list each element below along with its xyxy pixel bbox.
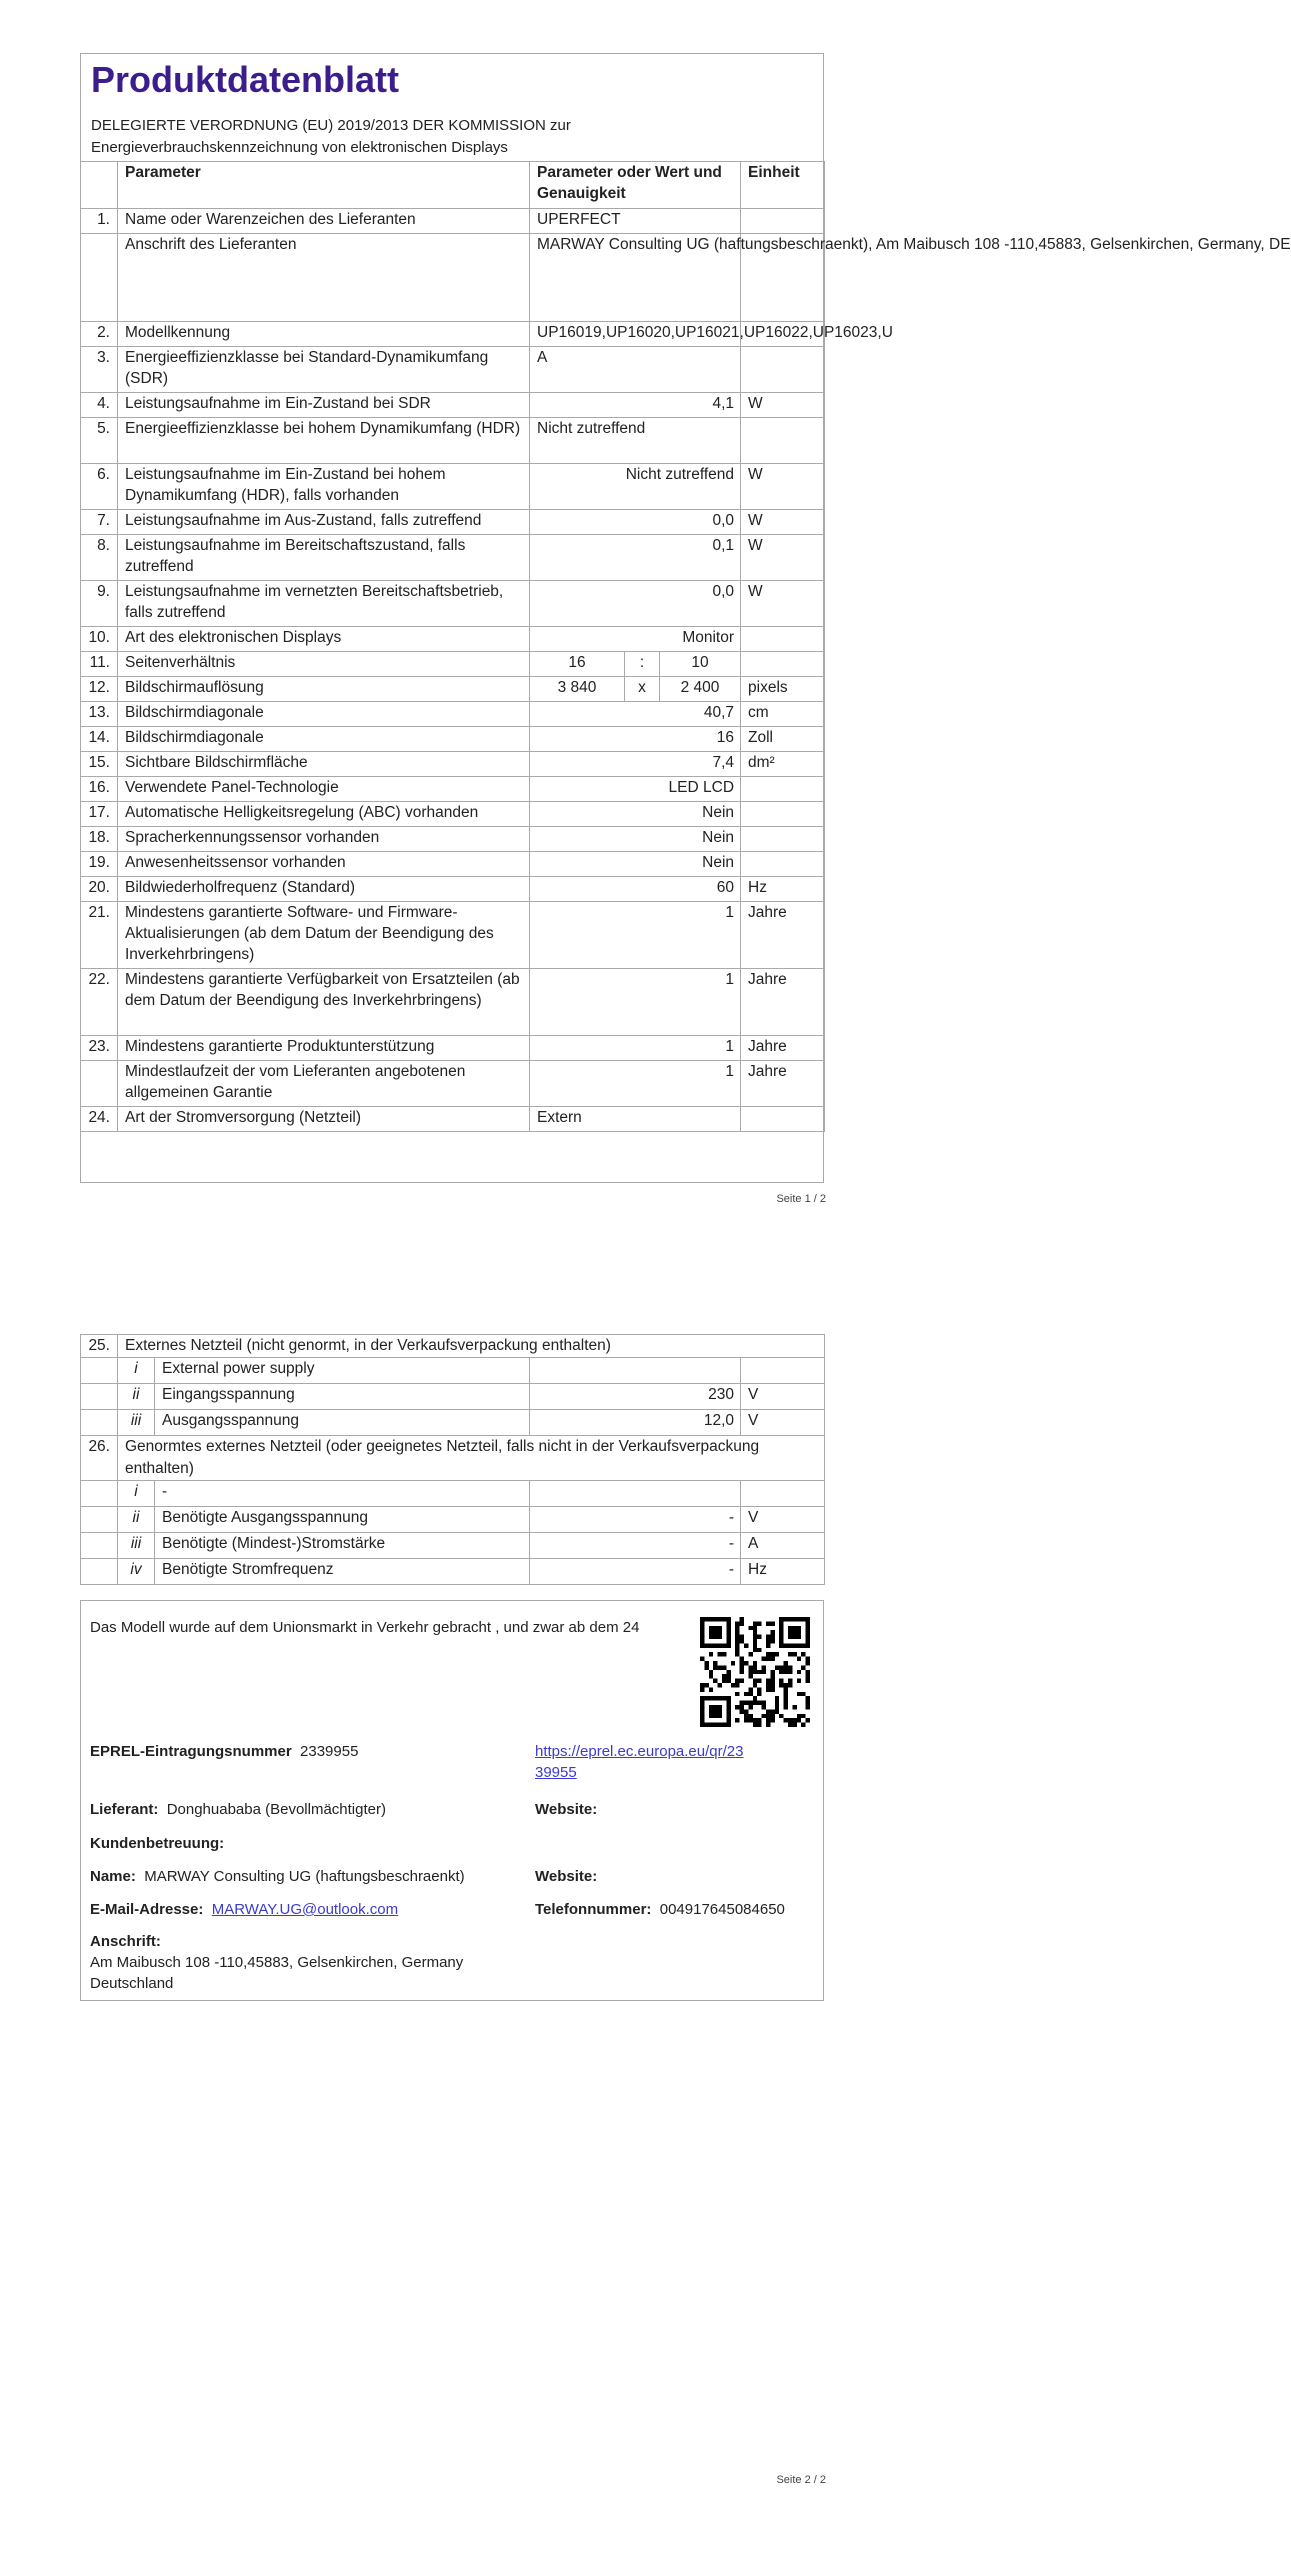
sub-value: [530, 1358, 741, 1384]
table-row: [81, 510, 825, 535]
supplier-label: Lieferant:: [90, 1801, 159, 1818]
row-value-separator: :: [625, 652, 660, 677]
row-number: [81, 1061, 118, 1107]
regulation-subtitle: DELEGIERTE VERORDNUNG (EU) 2019/2013 DER KOMMISSION zur Energieverbrauchskennzeichnung von elektronischen Displays: [91, 117, 571, 156]
row-parameter: Energieeffizienzklasse bei Standard-Dynamikumfang (SDR): [118, 347, 530, 393]
row-number: 26.: [81, 1436, 118, 1481]
row-parameter: Modellkennung: [118, 322, 530, 347]
row-number: [81, 234, 118, 322]
row-parameter: Verwendete Panel-Technologie: [118, 777, 530, 802]
group-row: [81, 1335, 825, 1358]
row-value: Nicht zutreffend: [530, 418, 741, 464]
sub-parameter: Benötigte (Mindest-)Stromstärke: [155, 1533, 530, 1559]
row-parameter: Bildwiederholfrequenz (Standard): [118, 877, 530, 902]
row-unit: [741, 209, 825, 234]
row-value: A: [530, 347, 741, 393]
table-row: [81, 464, 825, 510]
row-parameter: Automatische Helligkeitsregelung (ABC) vorhanden: [118, 802, 530, 827]
row-number: 23.: [81, 1036, 118, 1061]
row-unit: Jahre: [741, 1036, 825, 1061]
table-row: [81, 969, 825, 1036]
sub-row: [81, 1481, 825, 1507]
row-unit: [741, 1107, 825, 1132]
phone-label: Telefonnummer:: [535, 1901, 652, 1918]
row-number: 18.: [81, 827, 118, 852]
row-parameter: Anwesenheitssensor vorhanden: [118, 852, 530, 877]
row-parameter: Mindestens garantierte Software- und Firmware-Aktualisierungen (ab dem Datum der Beendigung des Inverkehrbringens): [118, 902, 530, 969]
row-value: UP16019,UP16020,UP16021,UP16022,UP16023,U: [530, 322, 741, 347]
roman-numeral: i: [118, 1481, 155, 1507]
sub-unit: [741, 1481, 825, 1507]
row-number: 25.: [81, 1335, 118, 1358]
row-value: Nicht zutreffend: [530, 464, 741, 510]
row-unit: Zoll: [741, 727, 825, 752]
roman-numeral: i: [118, 1358, 155, 1384]
row-value: Monitor: [530, 627, 741, 652]
row-number: 16.: [81, 777, 118, 802]
email-row: [90, 1899, 398, 1920]
roman-numeral: iii: [118, 1410, 155, 1436]
row-parameter: Art der Stromversorgung (Netzteil): [118, 1107, 530, 1132]
row-unit: [741, 652, 825, 677]
sub-parameter: Benötigte Stromfrequenz: [155, 1559, 530, 1585]
row-unit: [741, 347, 825, 393]
table-row: [81, 347, 825, 393]
row-unit: [741, 777, 825, 802]
email-label: E-Mail-Adresse:: [90, 1901, 204, 1918]
sub-value: -: [530, 1533, 741, 1559]
table-row: [81, 1107, 825, 1132]
row-number: 5.: [81, 418, 118, 464]
supplier-row: [90, 1799, 386, 1820]
row-value: 1: [530, 1036, 741, 1061]
row-unit: Jahre: [741, 969, 825, 1036]
row-parameter: Mindestens garantierte Verfügbarkeit von Ersatzteilen (ab dem Datum der Beendigung des Inverkehrbringens): [118, 969, 530, 1036]
row-unit: W: [741, 393, 825, 418]
row-parameter: Leistungsaufnahme im vernetzten Bereitschaftsbetrieb, falls zutreffend: [118, 581, 530, 627]
sub-value: [530, 1481, 741, 1507]
row-value: 1: [530, 1061, 741, 1107]
sub-row: [81, 1384, 825, 1410]
sub-unit: A: [741, 1533, 825, 1559]
sub-parameter: Benötigte Ausgangsspannung: [155, 1507, 530, 1533]
row-parameter: Leistungsaufnahme im Bereitschaftszustand, falls zutreffend: [118, 535, 530, 581]
row-value: UPERFECT: [530, 209, 741, 234]
row-value: Nein: [530, 852, 741, 877]
address-label: Anschrift:: [90, 1933, 161, 1950]
row-parameter: Seitenverhältnis: [118, 652, 530, 677]
row-value: Nein: [530, 827, 741, 852]
table-row: [81, 677, 825, 702]
page-number-1: Seite 1 / 2: [776, 1193, 826, 1205]
row-parameter: Spracherkennungssensor vorhanden: [118, 827, 530, 852]
row-unit: Jahre: [741, 1061, 825, 1107]
table-row: [81, 877, 825, 902]
row-unit: cm: [741, 702, 825, 727]
datasheet-page-1: [80, 53, 1291, 1183]
row-unit: [741, 627, 825, 652]
row-unit: dm²: [741, 752, 825, 777]
address-line-2: Deutschland: [90, 1975, 174, 1992]
row-number: 12.: [81, 677, 118, 702]
row-parameter: Name oder Warenzeichen des Lieferanten: [118, 209, 530, 234]
eprel-link-line1[interactable]: https://eprel.ec.europa.eu/qr/23: [535, 1743, 744, 1760]
sub-row: [81, 1507, 825, 1533]
website-label-2: Website:: [535, 1868, 598, 1885]
row-value-2: 10: [660, 652, 741, 677]
sub-parameter: External power supply: [155, 1358, 530, 1384]
row-parameter: Leistungsaufnahme im Aus-Zustand, falls zutreffend: [118, 510, 530, 535]
row-parameter: Bildschirmdiagonale: [118, 702, 530, 727]
supplier-value: Donghuababa (Bevollmächtigter): [166, 1801, 386, 1818]
table-row: [81, 1036, 825, 1061]
row-unit: pixels: [741, 677, 825, 702]
row-value: Nein: [530, 802, 741, 827]
row-value: MARWAY Consulting UG (haftungsbeschraenkt), Am Maibusch 108 -110,45883, Gelsenkirchen, Germany, DE: [530, 234, 741, 322]
row-unit: W: [741, 581, 825, 627]
table-row: [81, 1061, 825, 1107]
sub-unit: Hz: [741, 1559, 825, 1585]
row-parameter: Sichtbare Bildschirmfläche: [118, 752, 530, 777]
roman-numeral: iv: [118, 1559, 155, 1585]
row-value: 4,1: [530, 393, 741, 418]
table-row: [81, 418, 825, 464]
row-parameter: Leistungsaufnahme im Ein-Zustand bei hohem Dynamikumfang (HDR), falls vorhanden: [118, 464, 530, 510]
table-row: [81, 209, 825, 234]
row-number: 24.: [81, 1107, 118, 1132]
table-row: [81, 777, 825, 802]
row-unit: Hz: [741, 877, 825, 902]
roman-numeral: ii: [118, 1384, 155, 1410]
table-row: [81, 393, 825, 418]
row-parameter: Mindestens garantierte Produktunterstützung: [118, 1036, 530, 1061]
sub-unit: [741, 1358, 825, 1384]
row-number: 10.: [81, 627, 118, 652]
row-unit: W: [741, 464, 825, 510]
row-value: Extern: [530, 1107, 741, 1132]
row-unit: [741, 827, 825, 852]
group-title: Externes Netzteil (nicht genormt, in der Verkaufsverpackung enthalten): [118, 1335, 825, 1358]
row-number: 20.: [81, 877, 118, 902]
header-value: Parameter oder Wert und Genauigkeit: [530, 162, 741, 209]
sub-value: -: [530, 1559, 741, 1585]
sub-parameter: Eingangsspannung: [155, 1384, 530, 1410]
row-value: 7,4: [530, 752, 741, 777]
row-number: 11.: [81, 652, 118, 677]
sub-row: [81, 1533, 825, 1559]
row-number: 2.: [81, 322, 118, 347]
row-number: 7.: [81, 510, 118, 535]
sub-row: [81, 1358, 825, 1384]
parameter-table: [80, 161, 1291, 1132]
row-parameter: Anschrift des Lieferanten: [118, 234, 530, 322]
row-number: 14.: [81, 727, 118, 752]
row-value-2: 2 400: [660, 677, 741, 702]
name-value: MARWAY Consulting UG (haftungsbeschraenkt): [144, 1868, 465, 1885]
sub-unit: V: [741, 1507, 825, 1533]
table-row: [81, 902, 825, 969]
row-unit: W: [741, 535, 825, 581]
email-link[interactable]: MARWAY.UG@outlook.com: [211, 1901, 399, 1918]
row-value: 0,0: [530, 581, 741, 627]
row-value: 0,0: [530, 510, 741, 535]
sub-unit: V: [741, 1384, 825, 1410]
table-row: [81, 752, 825, 777]
row-number: 22.: [81, 969, 118, 1036]
eprel-link[interactable]: [535, 1741, 743, 1783]
row-unit: W: [741, 510, 825, 535]
phone-row: [535, 1899, 785, 1920]
table-row: [81, 827, 825, 852]
row-value: 16: [530, 727, 741, 752]
row-value: 1: [530, 902, 741, 969]
eprel-link-line2[interactable]: 39955: [535, 1764, 577, 1781]
row-parameter: Mindestlaufzeit der vom Lieferanten angebotenen allgemeinen Garantie: [118, 1061, 530, 1107]
row-unit: [741, 852, 825, 877]
sub-value: -: [530, 1507, 741, 1533]
roman-numeral: ii: [118, 1507, 155, 1533]
row-number: 19.: [81, 852, 118, 877]
group-row: [81, 1436, 825, 1481]
row-number: 3.: [81, 347, 118, 393]
eprel-label: EPREL-Eintragungsnummer: [90, 1743, 292, 1760]
row-number: 21.: [81, 902, 118, 969]
row-parameter: Leistungsaufnahme im Ein-Zustand bei SDR: [118, 393, 530, 418]
row-parameter: Bildschirmauflösung: [118, 677, 530, 702]
table-row: [81, 852, 825, 877]
address-line-1: Am Maibusch 108 -110,45883, Gelsenkirchen, Germany: [90, 1954, 464, 1971]
power-supply-table: [80, 1334, 825, 1585]
table-row: [81, 727, 825, 752]
group-title: Genormtes externes Netzteil (oder geeignetes Netzteil, falls nicht in der Verkaufsverpackung enthalten): [118, 1436, 825, 1481]
row-number: 9.: [81, 581, 118, 627]
contact-name-row: [90, 1866, 465, 1887]
sub-unit: V: [741, 1410, 825, 1436]
sub-row: [81, 1559, 825, 1585]
customer-service-label: Kundenbetreuung:: [90, 1835, 225, 1852]
website-label: Website:: [535, 1801, 598, 1818]
row-unit: [741, 802, 825, 827]
market-date-text: Das Modell wurde auf dem Unionsmarkt in Verkehr gebracht , und zwar ab dem 24: [90, 1619, 640, 1636]
row-number: 8.: [81, 535, 118, 581]
sub-value: 12,0: [530, 1410, 741, 1436]
sub-parameter: Ausgangsspannung: [155, 1410, 530, 1436]
table-row: [81, 702, 825, 727]
row-value-1: 16: [530, 652, 625, 677]
row-value: 1: [530, 969, 741, 1036]
row-value: 40,7: [530, 702, 741, 727]
table-row: [81, 652, 825, 677]
row-number: 13.: [81, 702, 118, 727]
row-number: 6.: [81, 464, 118, 510]
row-value: 60: [530, 877, 741, 902]
qr-code: [700, 1617, 810, 1727]
row-parameter: Art des elektronischen Displays: [118, 627, 530, 652]
row-number: 4.: [81, 393, 118, 418]
row-value: LED LCD: [530, 777, 741, 802]
row-number: 1.: [81, 209, 118, 234]
row-value-separator: x: [625, 677, 660, 702]
supplier-info-box: [80, 1600, 824, 2001]
table-row: [81, 234, 825, 322]
sub-parameter: -: [155, 1481, 530, 1507]
row-unit: Jahre: [741, 902, 825, 969]
eprel-row: [90, 1741, 358, 1762]
row-unit: [741, 418, 825, 464]
row-value: 0,1: [530, 535, 741, 581]
page-title: Produktdatenblatt: [91, 59, 400, 100]
eprel-value: 2339955: [300, 1743, 359, 1760]
header-unit: Einheit: [741, 162, 825, 209]
row-number: 15.: [81, 752, 118, 777]
row-parameter: Bildschirmdiagonale: [118, 727, 530, 752]
sub-row: [81, 1410, 825, 1436]
table-header-row: [81, 162, 825, 209]
roman-numeral: iii: [118, 1533, 155, 1559]
table-row: [81, 581, 825, 627]
sub-value: 230: [530, 1384, 741, 1410]
table-row: [81, 535, 825, 581]
header-parameter: Parameter: [118, 162, 530, 209]
row-parameter: Energieeffizienzklasse bei hohem Dynamikumfang (HDR): [118, 418, 530, 464]
name-label: Name:: [90, 1868, 136, 1885]
page-number-2: Seite 2 / 2: [776, 2474, 826, 2486]
phone-value: 004917645084650: [659, 1901, 785, 1918]
table-row: [81, 322, 825, 347]
table-row: [81, 627, 825, 652]
table-row: [81, 802, 825, 827]
row-value-1: 3 840: [530, 677, 625, 702]
row-number: 17.: [81, 802, 118, 827]
